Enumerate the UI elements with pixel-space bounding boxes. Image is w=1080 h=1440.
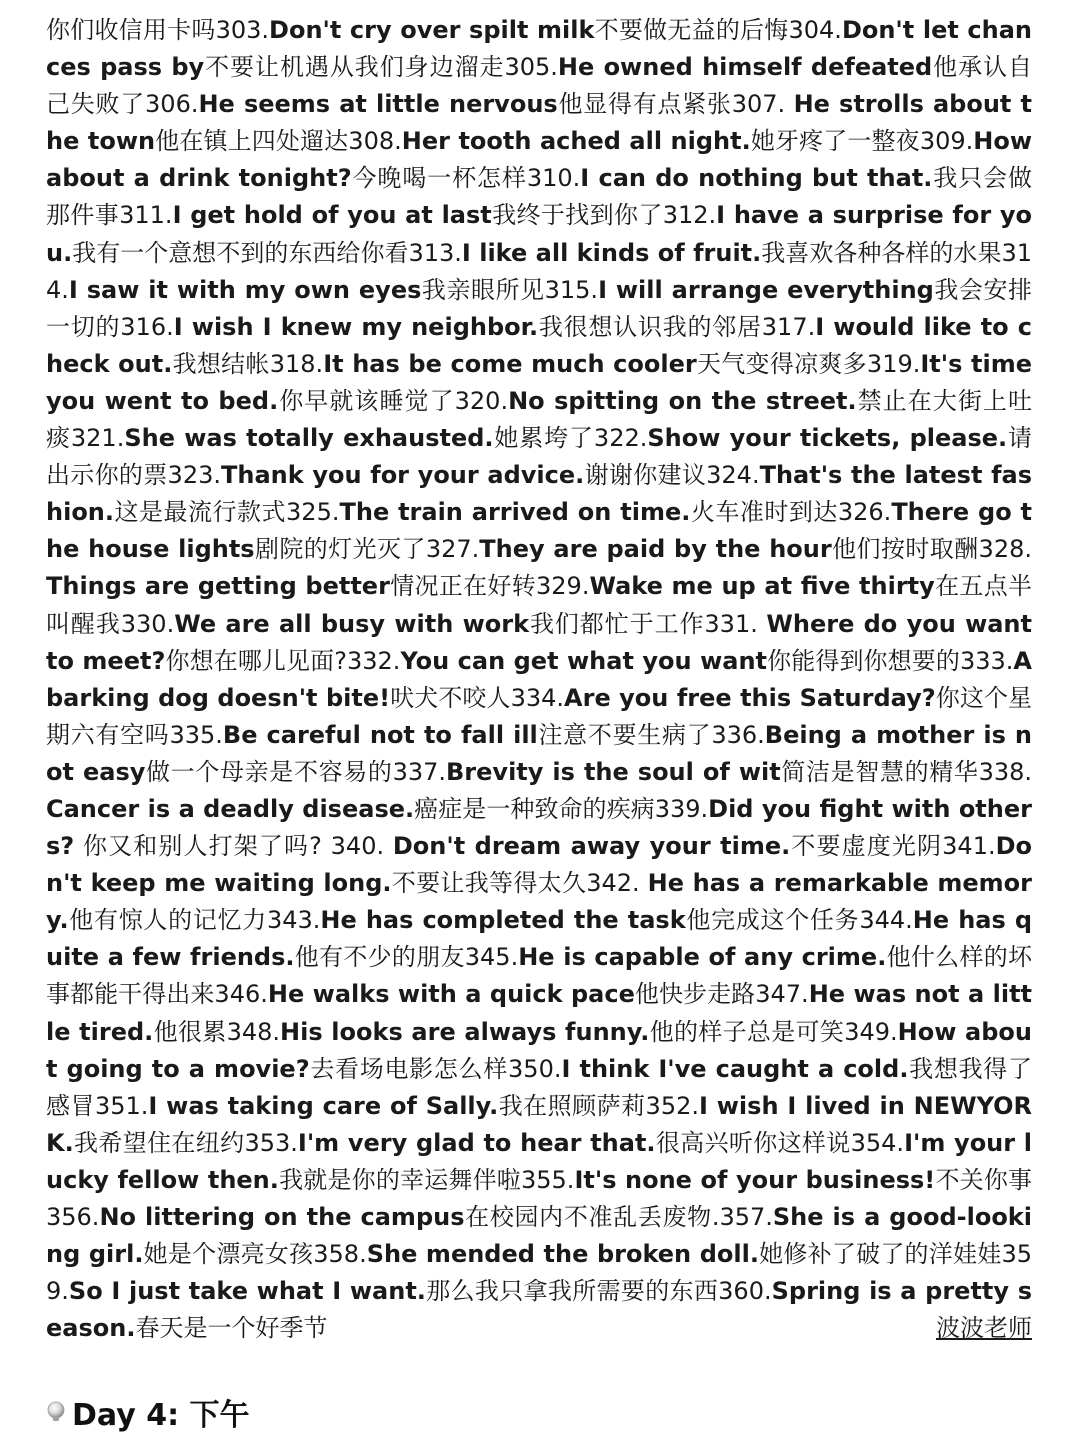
english-sentence: He is capable of any crime. — [518, 943, 887, 972]
english-sentence: Did you fight with others? — [46, 794, 1032, 861]
chinese-translation: 我们都忙于工作331. — [529, 609, 767, 638]
english-sentence: You can get what you want — [400, 646, 768, 675]
english-sentence: I will arrange everything — [598, 275, 934, 304]
english-sentence: He has a remarkable memory. — [46, 869, 1032, 935]
english-sentence: Where do you want to meet? — [46, 609, 1032, 675]
chinese-translation: 他很累348. — [153, 1017, 281, 1046]
chinese-translation: 请出示你的票323. — [46, 424, 1033, 490]
english-sentence: Thank you for your advice. — [221, 461, 585, 490]
chinese-translation: 他们按时取酬328. — [831, 535, 1032, 564]
english-sentence: Wake me up at five thirty — [589, 572, 935, 601]
day-header — [46, 1390, 250, 1434]
chinese-translation: 不要让机遇从我们身边溜走305. — [204, 53, 558, 82]
chinese-translation: 做一个母亲是不容易的337. — [145, 757, 447, 786]
chinese-translation: 她牙疼了一整夜309. — [750, 127, 974, 156]
chinese-translation: 禁止在大街上吐痰321. — [46, 386, 1033, 453]
chinese-translation: 她修补了破了的洋娃娃359. — [46, 1240, 1032, 1306]
chinese-translation: 不要虚度光阴341. — [790, 832, 996, 861]
english-sentence: It's time you went to bed. — [46, 349, 1033, 415]
chinese-translation: 她累垮了322. — [493, 424, 648, 453]
chinese-translation: 简洁是智慧的精华338. — [780, 757, 1033, 786]
english-sentence: She was totally exhausted. — [124, 424, 494, 453]
chinese-translation: 我很想认识我的邻居317. — [538, 312, 816, 341]
english-sentence: I get hold of you at last — [172, 201, 492, 230]
english-sentence: Don't keep me waiting long. — [46, 832, 1033, 898]
english-sentence: Don't cry over spilt milk — [269, 16, 595, 44]
chinese-translation: 我会安排一切的316. — [46, 275, 1033, 341]
chinese-translation: 他有惊人的记忆力343. — [68, 906, 321, 935]
english-sentence: How about a drink tonight? — [46, 127, 1033, 193]
english-sentence: It's none of your business! — [574, 1165, 936, 1194]
chinese-translation: 他完成这个任务344. — [685, 906, 913, 935]
chinese-translation: 他的样子总是可笑349. — [649, 1017, 898, 1046]
chinese-translation: 注意不要生病了336. — [537, 720, 765, 749]
chinese-translation: 在校园内不准乱丢废物.357. — [464, 1203, 773, 1231]
english-sentence: He has quite a few friends. — [46, 906, 1033, 972]
english-sentence: I'm very glad to hear that. — [297, 1128, 656, 1157]
chinese-translation: 不要做无益的后悔304. — [594, 16, 842, 44]
chinese-translation: 剧院的灯光灭了327. — [254, 535, 480, 564]
english-sentence: The train arrived on time. — [339, 498, 691, 527]
chinese-translation: 吠犬不咬人334. — [390, 683, 565, 712]
english-sentence: We are all busy with work — [174, 609, 530, 638]
chinese-translation: 我在照顾萨莉352. — [498, 1091, 699, 1120]
english-sentence: She is a good-looking girl. — [46, 1203, 1032, 1269]
english-sentence: I would like to check out. — [46, 312, 1033, 378]
chinese-translation: 他什么样的坏事都能干得出来346. — [46, 943, 1033, 1009]
chinese-translation: 这是最流行款式325. — [114, 498, 340, 527]
chinese-translation: 我想我得了感冒351. — [46, 1054, 1033, 1120]
article-body — [46, 12, 1032, 1347]
english-sentence: He was not a little tired. — [46, 980, 1033, 1046]
chinese-translation: 他快步走路347. — [634, 980, 809, 1009]
chinese-translation: 你能得到你想要的333. — [767, 646, 1014, 675]
english-sentence: It has be come much cooler — [323, 349, 697, 378]
english-sentence: He strolls about the town — [46, 90, 1032, 156]
english-sentence: Spring is a pretty season. — [46, 1277, 1033, 1343]
english-sentence: Brevity is the soul of wit — [446, 757, 781, 786]
day-header-label: Day 4: 下午 — [72, 1398, 250, 1433]
chinese-translation: 很高兴听你这样说354. — [655, 1128, 905, 1157]
english-sentence: I can do nothing but that. — [580, 164, 933, 193]
chinese-translation: 我亲眼所见315. — [421, 275, 599, 304]
chinese-translation: 不关你事356. — [46, 1165, 1033, 1231]
english-sentence: Don't let chances pass by — [46, 16, 1032, 82]
english-sentence: I saw it with my own eyes — [68, 275, 422, 304]
english-sentence: I wish I lived in NEWYORK. — [46, 1091, 1033, 1157]
english-sentence: I think I've caught a cold. — [561, 1054, 909, 1083]
english-sentence: No littering on the campus — [99, 1203, 465, 1231]
chinese-translation: 你早就该睡觉了320. — [278, 386, 509, 415]
chinese-translation: 我希望住在纽约353. — [73, 1128, 298, 1157]
english-sentence: He has completed the task — [320, 906, 686, 935]
english-sentence: How about going to a movie? — [46, 1017, 1033, 1083]
english-sentence: So I just take what I want. — [68, 1277, 426, 1306]
english-sentence: I have a surprise for you. — [46, 201, 1033, 267]
chinese-translation: 谢谢你建议324. — [584, 461, 760, 490]
chinese-translation: 癌症是一种致命的疾病339. — [414, 794, 709, 823]
chinese-translation: 我终于找到你了312. — [491, 201, 717, 230]
chinese-translation: 他有不少的朋友345. — [294, 943, 519, 972]
chinese-translation: 她是个漂亮女孩358. — [143, 1240, 367, 1269]
english-sentence: Don't dream away your time. — [392, 832, 791, 861]
english-sentence: Show your tickets, please. — [647, 424, 1008, 453]
chinese-translation: 你又和别人打架了吗? 340. — [74, 832, 393, 861]
english-sentence: That's the latest fashion. — [46, 461, 1033, 527]
chinese-translation: 他承认自己失败了306. — [46, 53, 1033, 119]
english-sentence: Her tooth ached all night. — [401, 127, 751, 156]
english-sentence: Are you free this Saturday? — [564, 683, 936, 712]
author-signature[interactable]: 波波老师 — [936, 1314, 1032, 1343]
chinese-translation: 他在镇上四处遛达308. — [155, 127, 402, 156]
english-sentence: They are paid by the hour — [479, 535, 832, 564]
english-sentence: His looks are always funny. — [280, 1017, 650, 1046]
chinese-translation: 你这个星期六有空吗335. — [46, 683, 1033, 749]
english-sentence: Cancer is a deadly disease. — [46, 794, 415, 823]
english-sentence: There go the house lights — [46, 498, 1033, 564]
english-sentence: No spitting on the street. — [508, 386, 857, 415]
english-sentence: Things are getting better — [46, 572, 390, 601]
chinese-translation: 情况正在好转329. — [389, 572, 590, 601]
chinese-translation: 春天是一个好季节 — [135, 1314, 328, 1343]
english-sentence: He owned himself defeated — [557, 53, 933, 82]
english-sentence: I wish I knew my neighbor. — [173, 312, 539, 341]
english-sentence: A barking dog doesn't bite! — [46, 646, 1032, 712]
english-sentence: He walks with a quick pace — [267, 980, 635, 1009]
english-sentence: Being a mother is not easy — [46, 720, 1032, 786]
sentence-list — [46, 16, 1032, 1342]
chinese-translation: 去看场电影怎么样350. — [309, 1054, 562, 1083]
english-sentence: He seems at little nervous — [198, 90, 558, 119]
english-sentence: I like all kinds of fruit. — [461, 238, 762, 267]
chinese-translation: 你们收信用卡吗303. — [46, 16, 270, 44]
chinese-translation: 在五点半叫醒我330. — [46, 572, 1033, 638]
chinese-translation: 你想在哪儿见面?332. — [165, 646, 401, 675]
chinese-translation: 今晚喝一杯怎样310. — [351, 164, 581, 193]
english-sentence: Be careful not to fall ill — [222, 720, 538, 749]
chinese-translation: 火车准时到达326. — [690, 498, 892, 527]
chinese-translation: 不要让我等得太久342. — [391, 869, 648, 898]
chinese-translation: 天气变得凉爽多319. — [696, 349, 921, 378]
english-sentence: I'm your lucky fellow then. — [46, 1128, 1033, 1194]
chinese-translation: 他显得有点紧张307. — [557, 90, 794, 119]
english-sentence: She mended the broken doll. — [366, 1240, 759, 1269]
chinese-translation: 我想结帐318. — [172, 349, 324, 378]
chinese-translation: 我只会做那件事311. — [46, 164, 1033, 230]
chinese-translation: 我就是你的幸运舞伴啦355. — [278, 1165, 575, 1194]
chinese-translation: 那么我只拿我所需要的东西360. — [425, 1277, 772, 1306]
chinese-translation: 我喜欢各种各样的水果314. — [46, 238, 1033, 304]
english-sentence: I was taking care of Sally. — [148, 1091, 499, 1120]
bulb-icon — [46, 1401, 66, 1423]
chinese-translation: 我有一个意想不到的东西给你看313. — [72, 238, 462, 267]
